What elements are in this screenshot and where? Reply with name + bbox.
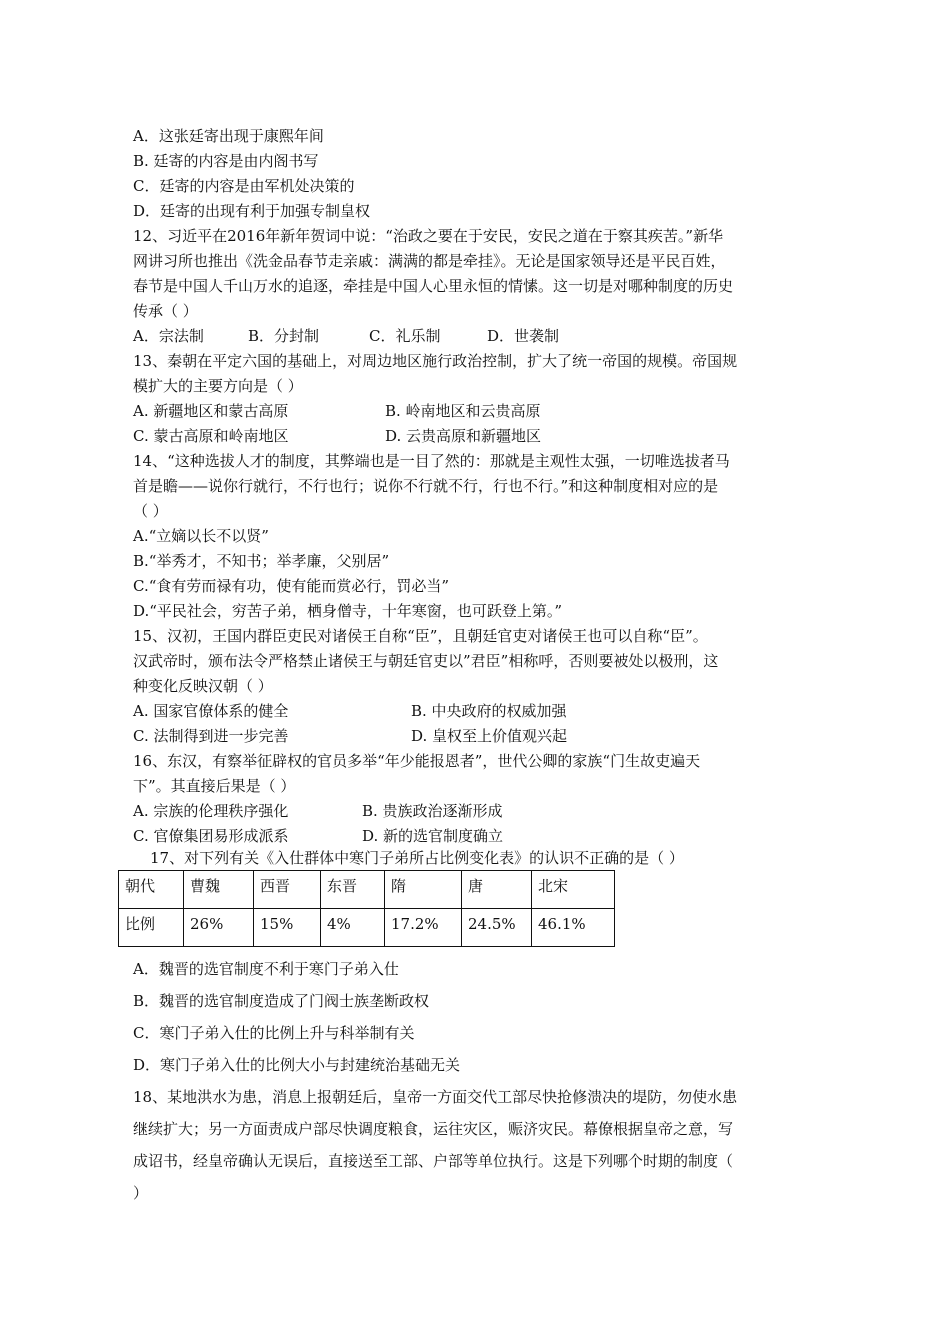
- q17-ratio-table: [118, 870, 615, 947]
- q13-stem-line: 模扩大的主要方向是（ ）: [133, 377, 303, 395]
- q11-option-b: B. 廷寄的内容是由内阁书写: [133, 152, 319, 170]
- table-cell: 西晋: [254, 871, 321, 909]
- q16-stem-line: 下”。其直接后果是（ ）: [133, 777, 296, 795]
- table-cell: 朝代: [119, 871, 184, 909]
- q12-stem-line: 春节是中国人千山万水的追逐，牵挂是中国人心里永恒的情愫。这一切是对哪种制度的历史: [133, 277, 734, 295]
- table-cell: 北宋: [532, 871, 615, 909]
- table-cell: 唐: [462, 871, 532, 909]
- q14-option-a: A.“立嫡以长不以贤”: [133, 527, 269, 545]
- q18-stem-line: 18、某地洪水为患，消息上报朝廷后，皇帝一方面交代工部尽快抢修溃决的堤防，勿使水患: [133, 1088, 738, 1106]
- q14-option-b: B.“举秀才，不知书；举孝廉，父别居”: [133, 552, 390, 570]
- q17-stem: 17、对下列有关《入仕群体中寒门子弟所占比例变化表》的认识不正确的是（ ）: [150, 849, 684, 867]
- q13-stem-line: 13、秦朝在平定六国的基础上，对周边地区施行政治控制，扩大了统一帝国的规模。帝国规: [133, 352, 738, 370]
- q16-option-b: B. 贵族政治逐渐形成: [362, 802, 503, 820]
- q11-option-d: D．廷寄的出现有利于加强专制皇权: [133, 202, 371, 220]
- q15-option-b: B. 中央政府的权威加强: [411, 702, 567, 720]
- q13-option-a: A. 新疆地区和蒙古高原: [133, 402, 289, 420]
- q12-option-c: C．礼乐制: [369, 327, 441, 345]
- q17-option-b: B．魏晋的选官制度造成了门阀士族垄断政权: [133, 992, 430, 1010]
- table-cell: 15%: [254, 909, 321, 947]
- q16-stem-line: 16、东汉，有察举征辟权的官员多举“年少能报恩者”，世代公卿的家族“门生故吏遍天: [133, 752, 701, 770]
- q17-option-d: D．寒门子弟入仕的比例大小与封建统治基础无关: [133, 1056, 461, 1074]
- table-cell: 曹魏: [184, 871, 254, 909]
- table-cell: 24.5%: [462, 909, 532, 947]
- q12-option-a: A．宗法制: [133, 327, 204, 345]
- q15-option-c: C. 法制得到进一步完善: [133, 727, 289, 745]
- q15-option-a: A. 国家官僚体系的健全: [133, 702, 289, 720]
- q13-option-c: C. 蒙古高原和岭南地区: [133, 427, 289, 445]
- q12-stem-line: 网讲习所也推出《洗金品春节走亲戚：满满的都是牵挂》。无论是国家领导还是平民百姓，: [133, 252, 726, 270]
- q12-stem-line: 传承（ ）: [133, 302, 198, 320]
- table-cell: 比例: [119, 909, 184, 947]
- q17-option-c: C．寒门子弟入仕的比例上升与科举制有关: [133, 1024, 415, 1042]
- q14-option-c: C.“食有劳而禄有功，使有能而赏必行，罚必当”: [133, 577, 450, 595]
- table-header-row: [119, 871, 615, 909]
- q18-stem-line: ）: [133, 1184, 149, 1202]
- q14-stem-line: 14、“这种选拔人才的制度，其弊端也是一目了然的：那就是主观性太强，一切唯选拔者马: [133, 452, 730, 470]
- q14-stem-line: 首是瞻——说你行就行，不行也行；说你不行就不行，行也不行。”和这种制度相对应的是: [133, 477, 719, 495]
- q11-option-c: C．廷寄的内容是由军机处决策的: [133, 177, 355, 195]
- q18-stem-line: 成诏书，经皇帝确认无误后，直接送至工部、户部等单位执行。这是下列哪个时期的制度（: [133, 1152, 734, 1170]
- q14-option-d: D.“平民社会，穷苦子弟，栖身僧寺，十年寒窗，也可跃登上第。”: [133, 602, 563, 620]
- q15-stem-line: 汉武帝时，颁布法令严格禁止诸侯王与朝廷官吏以”君臣”相称呼，否则要被处以极刑，这: [133, 652, 719, 670]
- q16-option-c: C. 官僚集团易形成派系: [133, 827, 289, 845]
- table-cell: 隋: [385, 871, 462, 909]
- table-cell: 4%: [321, 909, 385, 947]
- q11-option-a: A．这张廷寄出现于康熙年间: [133, 127, 324, 145]
- q15-option-d: D. 皇权至上价值观兴起: [411, 727, 568, 745]
- table-cell: 东晋: [321, 871, 385, 909]
- q16-option-d: D. 新的选官制度确立: [362, 827, 504, 845]
- q14-stem-line: （ ）: [133, 502, 168, 520]
- q15-stem-line: 15、汉初，王国内群臣吏民对诸侯王自称“臣”，且朝廷官吏对诸侯王也可以自称“臣”。: [133, 627, 708, 645]
- q17-option-a: A．魏晋的选官制度不利于寒门子弟入仕: [133, 960, 399, 978]
- table-row: [119, 909, 615, 947]
- q12-option-b: B．分封制: [248, 327, 320, 345]
- q16-option-a: A. 宗族的伦理秩序强化: [133, 802, 289, 820]
- q13-option-d: D. 云贵高原和新疆地区: [385, 427, 542, 445]
- q18-stem-line: 继续扩大；另一方面责成户部尽快调度粮食，运往灾区，赈济灾民。幕僚根据皇帝之意，写: [133, 1120, 734, 1138]
- table-cell: 26%: [184, 909, 254, 947]
- q12-option-d: D．世袭制: [487, 327, 560, 345]
- q13-option-b: B. 岭南地区和云贵高原: [385, 402, 541, 420]
- q15-stem-line: 种变化反映汉朝（ ）: [133, 677, 273, 695]
- table-cell: 46.1%: [532, 909, 615, 947]
- q12-stem-line: 12、习近平在2016年新年贺词中说：“治政之要在于安民，安民之道在于察其疾苦。”新华: [133, 227, 724, 245]
- table-cell: 17.2%: [385, 909, 462, 947]
